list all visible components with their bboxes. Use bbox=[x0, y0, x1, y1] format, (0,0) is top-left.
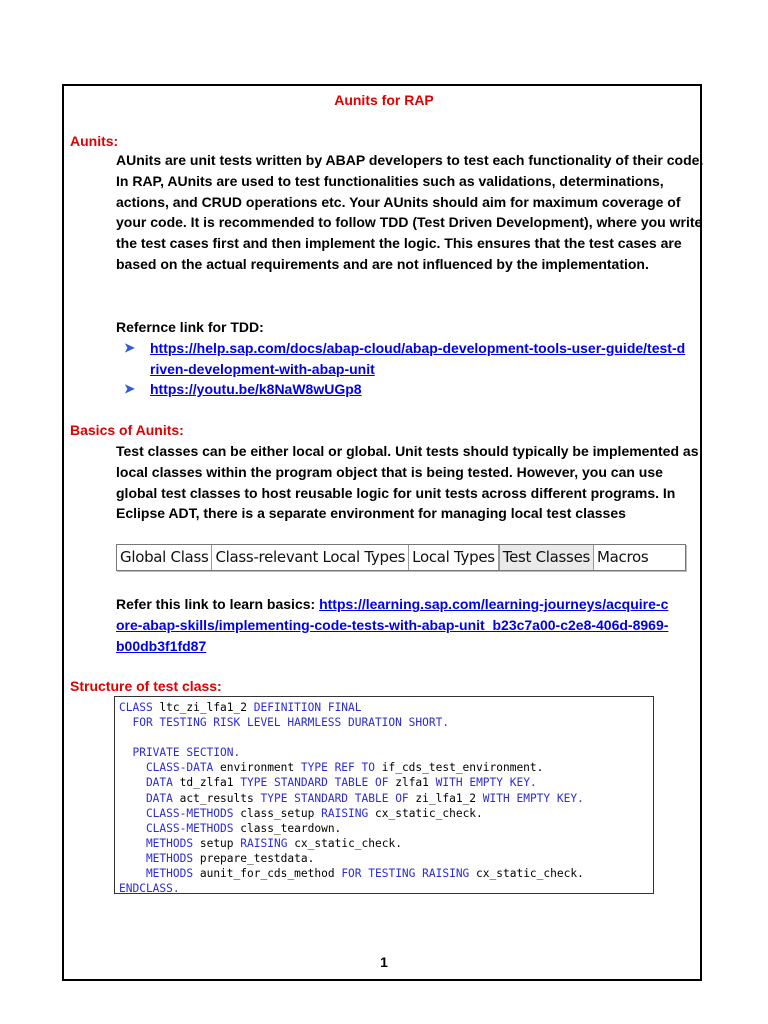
code-line: CLASS ltc_zi_lfa1_2 DEFINITION FINAL bbox=[119, 701, 362, 714]
tab-macros[interactable]: Macros bbox=[597, 548, 649, 566]
learn-basics-line bbox=[116, 594, 676, 656]
tab-test-classes[interactable]: Test Classes bbox=[499, 545, 594, 570]
basics-heading: Basics of Aunits: bbox=[70, 422, 184, 438]
aunits-paragraph: AUnits are unit tests written by ABAP developers to test each functionality of their code. In RAP, AUnits are used to test functionalities such as validations, determinations, actions, and CRUD operations etc. Your AUnits should aim for maximum coverage of your code. It is recommended to follow TDD (Test Driven Development), where you write the test cases first and then implement the logic. This ensures that the test cases are based on the actual requirements and are not influenced by the implementation. bbox=[116, 152, 704, 272]
code-line: ENDCLASS. bbox=[119, 882, 180, 896]
code-line: METHODS aunit_for_cds_method FOR TESTING RAISING cx_static_check. bbox=[119, 867, 584, 881]
code-snippet bbox=[114, 696, 654, 894]
code-line: METHODS prepare_testdata. bbox=[119, 851, 315, 865]
arrow-bullet-icon: ➤ bbox=[124, 381, 135, 396]
arrow-bullet-icon: ➤ bbox=[124, 340, 135, 355]
code-line: CLASS-DATA environment TYPE REF TO if_cds_test_environment. bbox=[119, 761, 544, 775]
page-title: Aunits for RAP bbox=[334, 92, 434, 108]
code-line bbox=[119, 730, 649, 745]
code-line: METHODS setup RAISING cx_static_check. bbox=[119, 836, 402, 850]
structure-heading: Structure of test class: bbox=[70, 678, 222, 694]
code-line: DATA act_results TYPE STANDARD TABLE OF zi_lfa1_2 WITH EMPTY KEY. bbox=[119, 791, 584, 805]
tdd-help-link[interactable]: https://help.sap.com/docs/abap-cloud/abap-development-tools-user-guide/test-driven-development-with-abap-unit bbox=[150, 340, 686, 377]
code-line: DATA td_zlfa1 TYPE STANDARD TABLE OF zlfa1 WITH EMPTY KEY. bbox=[119, 776, 537, 790]
tdd-reference-label: Refernce link for TDD: bbox=[116, 319, 264, 335]
tab-global-class[interactable]: Global Class bbox=[117, 545, 212, 570]
code-line: PRIVATE SECTION. bbox=[119, 746, 241, 760]
code-line: CLASS-METHODS class_teardown. bbox=[119, 821, 342, 835]
tab-class-relevant-local-types[interactable]: Class-relevant Local Types bbox=[212, 545, 409, 570]
learn-basics-label: Refer this link to learn basics: bbox=[116, 596, 320, 612]
basics-paragraph: Test classes can be either local or global. Unit tests should typically be implemented as local classes within the program object that is being tested. However, you can use global test classes to host reusable logic for unit tests across different programs. In Eclipse ADT, there is a separate environment for managing local test classes bbox=[116, 443, 699, 522]
tdd-youtube-link[interactable]: https://youtu.be/k8NaW8wUGp8 bbox=[150, 381, 362, 397]
code-line: FOR TESTING RISK LEVEL HARMLESS DURATION SHORT. bbox=[119, 716, 450, 730]
aunits-heading: Aunits: bbox=[70, 133, 119, 149]
adt-tab-bar bbox=[116, 544, 686, 571]
learn-basics-link[interactable]: https://learning.sap.com/learning-journeys/acquire-core-abap-skills/implementing-code-tests-with-abap-unit_b23c7a00-c2e8-406d-8969-b00db3f1fd87 bbox=[116, 596, 669, 654]
page-number: 1 bbox=[380, 954, 388, 970]
tab-local-types[interactable]: Local Types bbox=[409, 545, 499, 570]
code-line: CLASS-METHODS class_setup RAISING cx_static_check. bbox=[119, 806, 483, 820]
